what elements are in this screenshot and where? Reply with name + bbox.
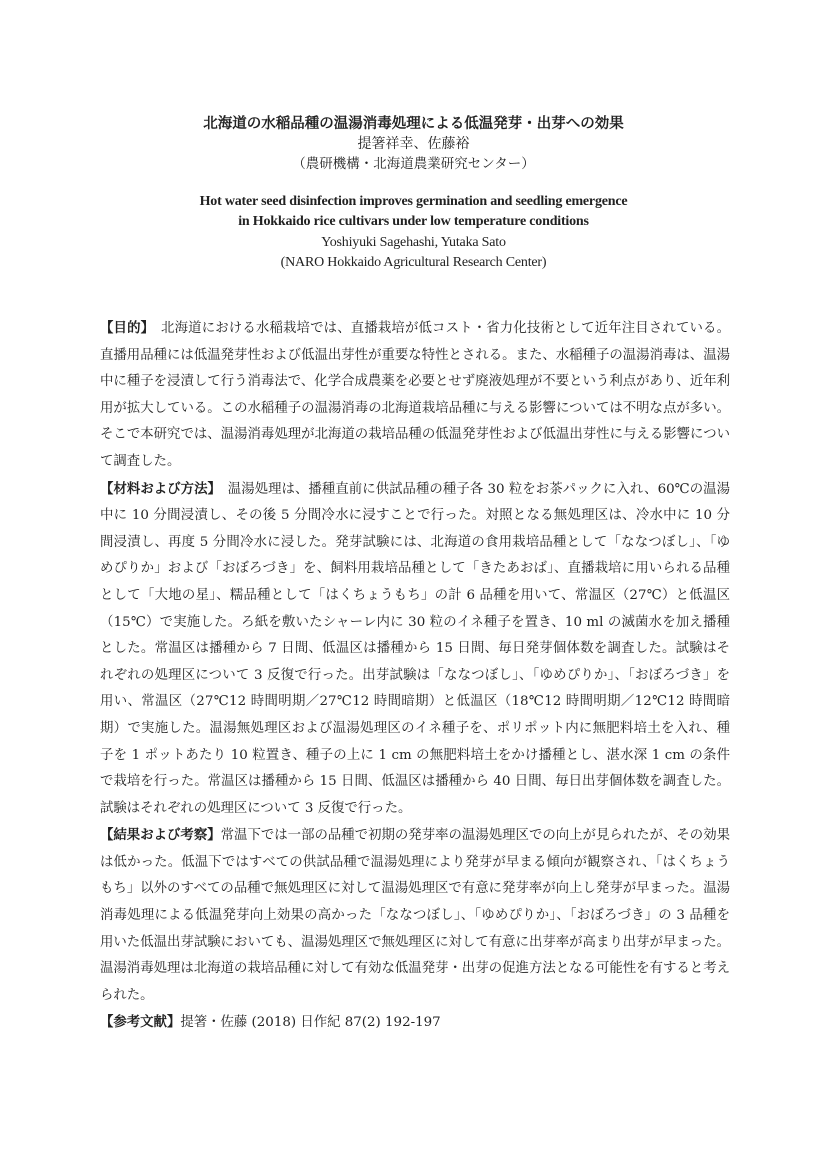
- paper-title-english-line1: Hot water seed disinfection improves germination and seedling emergence: [199, 194, 628, 209]
- results-heading: 【結果および考察】: [100, 827, 221, 844]
- results-text: 常温下では一部の品種で初期の発芽率の温湯処理区での向上が見られたが、その効果は低かった。低温下ではすべての供試品種で温湯処理により発芽が早まる傾向が観察され、「はくちょうもち」以外のすべての品種で無処理区に対して温湯処理区で有意に発芽率が向上し発芽が早まった。温湯消毒処理による低温発芽向上効果の高かった「ななつぼし」、「ゆめぴりか」、「おぼろづき」の 3 品種を用いた低温出芽試験においても、温湯処理区で無処理区に対して有意に出芽率が高まり出芽が早まった。温湯消毒処理は北海道の栽培品種に対して有効な低温発芽・出芽の促進方法となる可能性を有すると考えられた。: [100, 828, 730, 1003]
- references-text: 提箸・佐藤 (2018) 日作紀 87(2) 192-197: [180, 1015, 441, 1031]
- references-section: [100, 1009, 730, 1037]
- paper-title-english-line2: in Hokkaido rice cultivars under low temperature conditions: [238, 214, 589, 229]
- affiliation-english: (NARO Hokkaido Agricultural Research Center): [280, 255, 547, 270]
- objective-section: [100, 315, 730, 476]
- objective-heading: 【目的】: [100, 320, 148, 336]
- abstract-body: [100, 315, 730, 1037]
- methods-section: [100, 476, 730, 823]
- authors-japanese: 提箸祥幸、佐藤裕: [357, 136, 470, 152]
- paper-title-english: [0, 192, 827, 232]
- paper-title-japanese: 北海道の水稲品種の温湯消毒処理による低温発芽・出芽への効果: [203, 115, 624, 132]
- results-section: [100, 822, 730, 1009]
- methods-text: 温湯処理は、播種直前に供試品種の種子各 30 粒をお茶パックに入れ、60℃の温湯中に 10 分間浸漬し、その後 5 分間冷水に浸すことで行った。対照となる無処理区は、冷水中に 10 分間浸漬し、再度 5 分間冷水に浸した。発芽試験には、北海道の食用栽培品種として「ななつぼし」、「ゆめぴりか」および「おぼろづき」を、飼料用栽培品種として「きたあおば」、直播栽培に用いられる品種として「大地の星」、糯品種として「はくちょうもち」の計 6 品種を用いて、常温区（27℃）と低温区（15℃）で実施した。ろ紙を敷いたシャーレ内に 30 粒のイネ種子を置き、10 ml の滅菌水を加え播種とした。常温区は播種から 7 日間、低温区は播種から 15 日間、毎日発芽個体数を調査した。試験はそれぞれの処理区について 3 反復で行った。出芽試験は「ななつぼし」、「ゆめぴりか」、「おぼろづき」を用い、常温区（27℃12 時間明期／27℃12 時間暗期）と低温区（18℃12 時間明期／12℃12 時間暗期）で実施した。温湯無処理区および温湯処理区のイネ種子を、ポリポット内に無肥料培土を入れ、種子を 1 ポットあたり 10 粒置き、種子の上に 1 cm の無肥料培土をかけ播種とし、湛水深 1 cm の条件で栽培を行った。常温区は播種から 15 日間、低温区は播種から 40 日間、毎日出芽個体数を調査した。試験はそれぞれの処理区について 3 反復で行った。: [100, 481, 730, 816]
- methods-heading: 【材料および方法】: [100, 480, 215, 497]
- authors-english: Yoshiyuki Sagehashi, Yutaka Sato: [321, 235, 506, 250]
- objective-text: 北海道における水稲栽培では、直播栽培が低コスト・省力化技術として近年注目されている。直播用品種には低温発芽性および低温出芽性が重要な特性とされる。また、水稲種子の温湯消毒は、温湯中に種子を浸漬して行う消毒法で、化学合成農薬を必要とせず廃液処理が不要という利点があり、近年利用が拡大している。この水稲種子の温湯消毒の北海道栽培品種に与える影響については不明な点が多い。そこで本研究では、温湯消毒処理が北海道の栽培品種の低温発芽性および低温出芽性に与える影響について調査した。: [100, 321, 730, 469]
- references-heading: 【参考文献】: [100, 1014, 181, 1031]
- affiliation-japanese: （農研機構・北海道農業研究センター）: [292, 156, 535, 172]
